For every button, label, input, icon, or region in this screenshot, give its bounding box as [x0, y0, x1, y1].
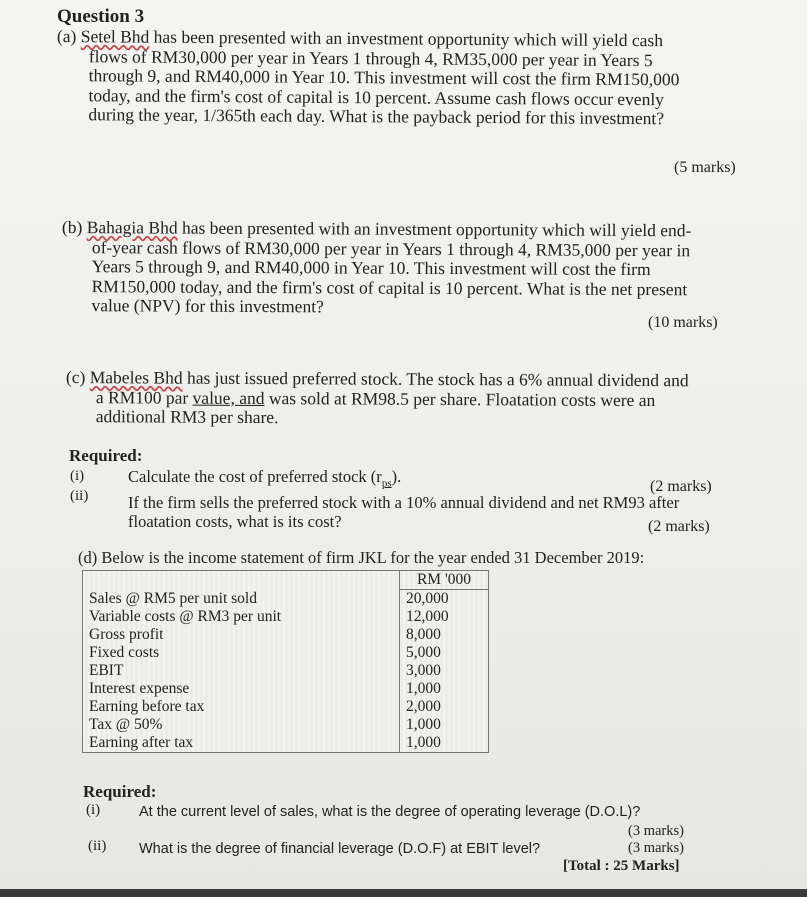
required-c-ii-marks: (2 marks) — [648, 518, 710, 535]
required-d-ii-text: What is the degree of financial leverage (D.O.F) at EBIT level? — [139, 841, 541, 857]
bottom-edge — [0, 889, 807, 897]
required-c-i-num: (i) — [70, 468, 85, 484]
part-b: (b) Bahagia Bhd has been presented with an investment opportunity which will yield end- of-year cash flows of RM30,000 per year in Years 1 through 4, RM35,000 per year in Years 5 through 9, and RM40,000 in Year 10. This investment will cost the firm RM150,000 today, and the firm's cost of capital is 10 percent. What is the net present value (NPV) for this investment? — [61, 217, 692, 317]
required-d-ii-marks: (3 marks) — [628, 840, 684, 856]
part-c: (c) Mabeles Bhd has just issued preferred stock. The stock has a 6% annual dividend and a RM100 par value, and was sold at RM98.5 per share. Floatation costs were an additional RM3 per share. — [65, 367, 689, 428]
table-row: Sales @ RM5 per unit sold 20,000 — [83, 590, 489, 609]
table-row: EBIT 3,000 — [83, 662, 489, 680]
part-b-label: (b) — [61, 217, 83, 238]
currency-header: RM '000 — [400, 571, 489, 590]
part-a: (a) Setel Bhd has been presented with an investment opportunity which will yield cash flows of RM30,000 per year in Years 1 through 4, RM35,000 per year in Years 5 through 9, and RM40,000 in Year 10. This investment will cost the firm RM150,000 today, and the firm's cost of capital is 10 percent. Assume cash flows occur evenly during the year, 1/365th each day. What is the payback period for this investment? — [56, 26, 680, 129]
table-header-row — [83, 571, 489, 590]
part-c-label: (c) — [65, 367, 86, 388]
part-a-company: Setel Bhd — [80, 26, 150, 47]
required-c-ii-num: (ii) — [70, 488, 89, 504]
part-a-marks: (5 marks) — [674, 159, 736, 176]
required-d-i-marks: (3 marks) — [628, 823, 684, 839]
table-row: Earning before tax 2,000 — [83, 698, 489, 716]
required-c-ii-text: If the firm sells the preferred stock with a 10% annual dividend and net RM93 after floatation costs, what is its cost? — [128, 493, 680, 531]
part-b-marks: (10 marks) — [648, 314, 718, 331]
part-c-company: Mabeles Bhd — [89, 367, 183, 388]
table-row: Earning after tax 1,000 — [83, 734, 489, 753]
table-row: Tax @ 50% 1,000 — [83, 716, 489, 734]
table-row: Variable costs @ RM3 per unit 12,000 — [83, 608, 489, 626]
part-d-intro: (d) Below is the income statement of firm JKL for the year ended 31 December 2019: — [78, 548, 645, 567]
required-d-i-num: (i) — [86, 802, 101, 818]
part-d-label: (d) — [78, 548, 98, 567]
required-c-i-text: Calculate the cost of preferred stock $(r_{ps})$. — [128, 467, 402, 490]
required-d-i-text: At the current level of sales, what is the degree of operating leverage (D.O.L)? — [139, 804, 641, 820]
total-marks: [Total : 25 Marks] — [563, 858, 680, 874]
question-title: Question 3 — [57, 6, 145, 27]
part-a-label: (a) — [56, 26, 77, 47]
table-row: Fixed costs 5,000 — [83, 644, 489, 662]
income-statement-table — [82, 570, 489, 753]
required-d-heading: Required: — [83, 782, 157, 801]
required-c-i-marks: (2 marks) — [650, 478, 712, 495]
required-d-ii-num: (ii) — [88, 838, 107, 854]
part-b-company: Bahagia Bhd — [86, 217, 178, 238]
required-c-heading: Required: — [69, 446, 143, 465]
table-row: Interest expense 1,000 — [83, 680, 489, 698]
table-row: Gross profit 8,000 — [83, 626, 489, 644]
